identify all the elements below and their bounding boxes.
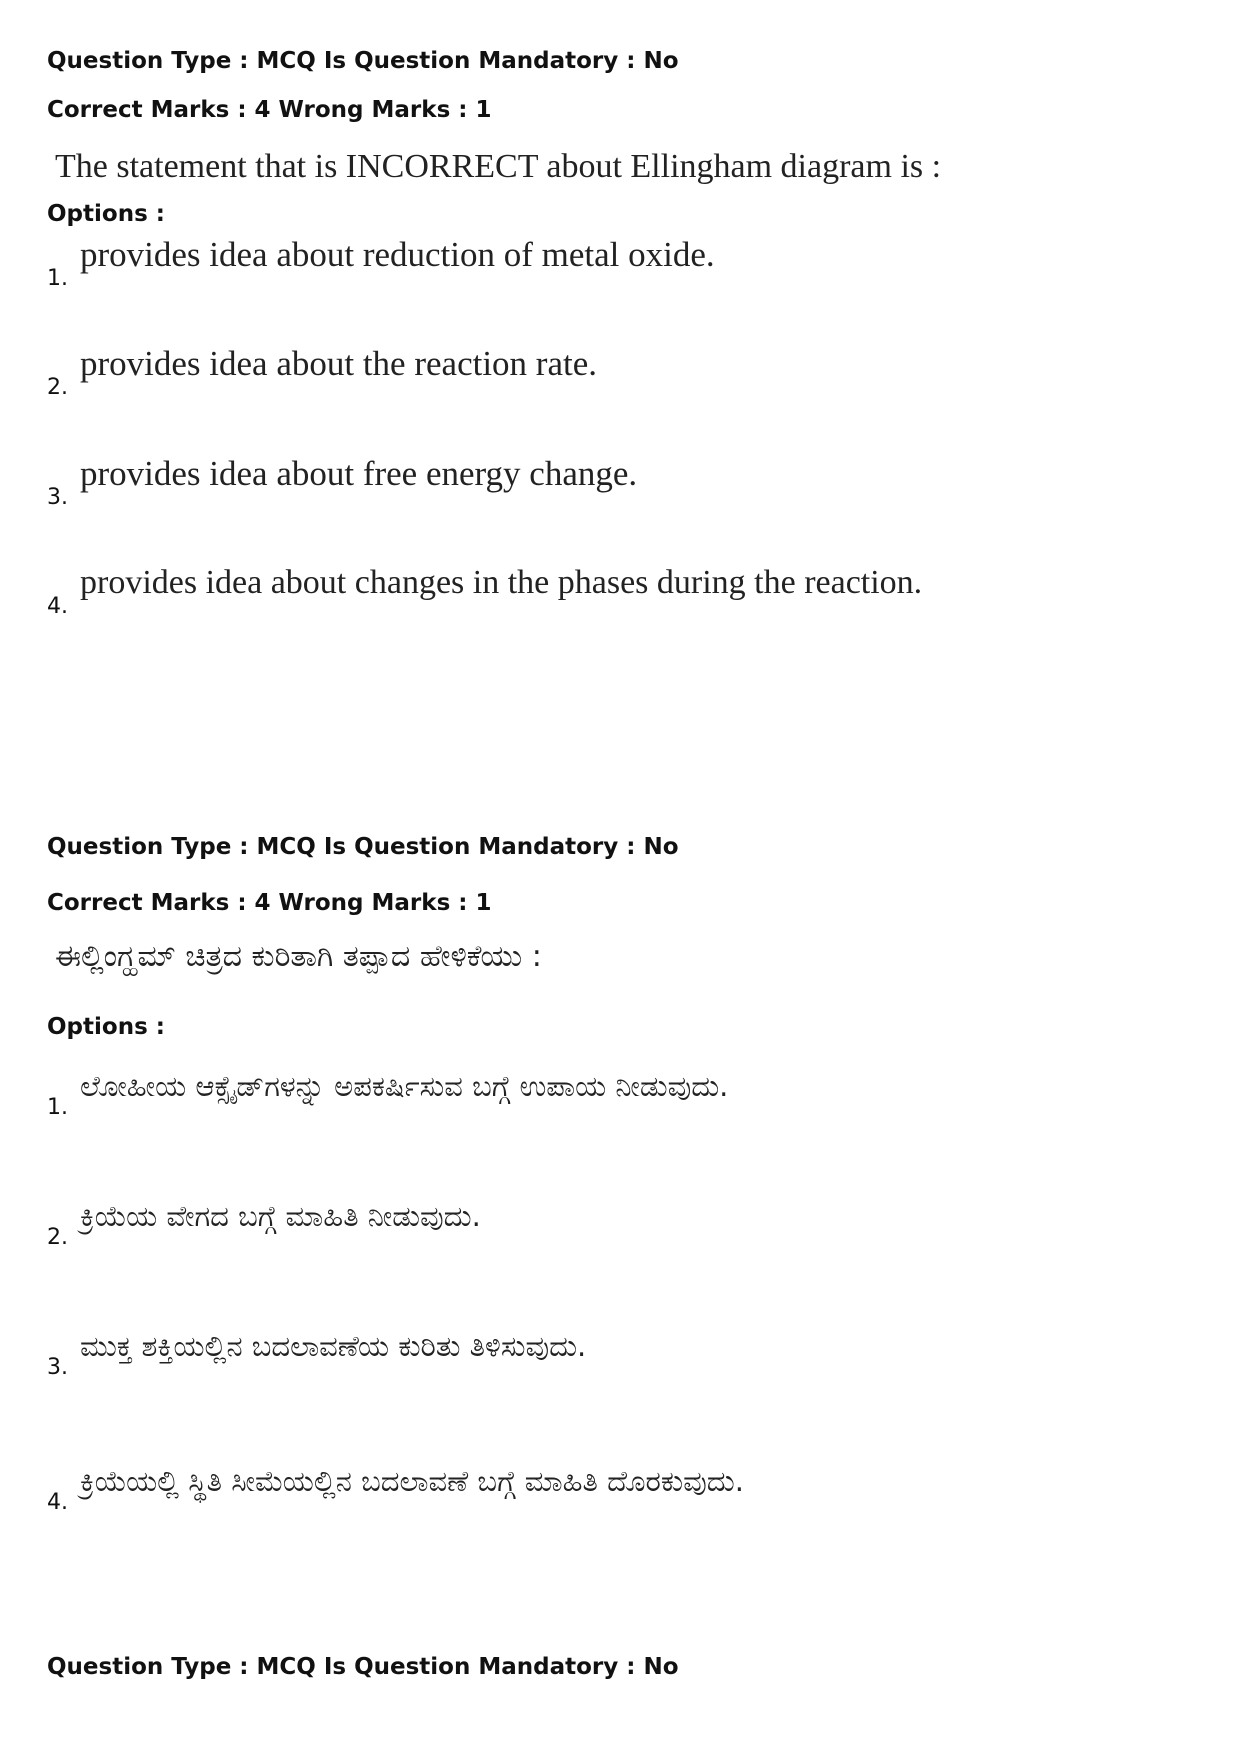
question-2-option-4[interactable] xyxy=(47,1464,744,1515)
option-text: ಕ್ರಿಯೆಯ ವೇಗದ ಬಗ್ಗೆ ಮಾಹಿತಿ ನೀಡುವುದು. xyxy=(80,1199,481,1233)
option-number: 1. xyxy=(47,1095,68,1120)
question-1-options-label: Options : xyxy=(47,201,165,227)
option-text: ಮುಕ್ತ ಶಕ್ತಿಯಲ್ಲಿನ ಬದಲಾವಣೆಯ ಕುರಿತು ತಿಳಿಸುವುದು. xyxy=(80,1329,587,1363)
question-1-option-1[interactable] xyxy=(47,235,715,291)
question-1-marks-line: Correct Marks : 4 Wrong Marks : 1 xyxy=(47,97,492,123)
option-number: 3. xyxy=(47,485,68,510)
option-text: provides idea about reduction of metal oxide. xyxy=(80,235,715,274)
option-number: 4. xyxy=(47,1490,68,1515)
question-1-option-3[interactable] xyxy=(47,454,638,510)
question-1-stem: The statement that is INCORRECT about Ellingham diagram is : xyxy=(55,148,942,185)
option-text: ಕ್ರಿಯೆಯಲ್ಲಿ ಸ್ಥಿತಿ ಸೀಮೆಯಲ್ಲಿನ ಬದಲಾವಣೆ ಬಗ್ಗೆ ಮಾಹಿತಿ ದೊರಕುವುದು. xyxy=(80,1464,744,1498)
option-number: 2. xyxy=(47,1225,68,1250)
question-3-type-line: Question Type : MCQ Is Question Mandatory : No xyxy=(47,1654,679,1680)
option-number: 4. xyxy=(47,594,68,619)
option-text: provides idea about changes in the phases during the reaction. xyxy=(80,564,923,601)
question-2-marks-line: Correct Marks : 4 Wrong Marks : 1 xyxy=(47,890,492,916)
question-1-type-line: Question Type : MCQ Is Question Mandatory : No xyxy=(47,48,679,74)
question-2-stem: ಈಲ್ಲಿಂಗ್ಹಮ್ ಚಿತ್ರದ ಕುರಿತಾಗಿ ತಪ್ಪಾದ ಹೇಳಿಕೆಯು : xyxy=(55,939,542,974)
question-1-option-2[interactable] xyxy=(47,344,598,400)
option-text: provides idea about free energy change. xyxy=(80,454,638,493)
option-number: 3. xyxy=(47,1355,68,1380)
option-number: 2. xyxy=(47,375,68,400)
question-1-option-4[interactable] xyxy=(47,564,923,619)
question-2-type-line: Question Type : MCQ Is Question Mandatory : No xyxy=(47,834,679,860)
question-2-option-1[interactable] xyxy=(47,1069,729,1120)
option-number: 1. xyxy=(47,266,68,291)
option-text: ಲೋಹೀಯ ಆಕ್ಸೈಡ್‌ಗಳನ್ನು ಅಪಕರ್ಷಿಸುವ ಬಗ್ಗೆ ಉಪಾಯ ನೀಡುವುದು. xyxy=(80,1069,729,1103)
question-2-option-3[interactable] xyxy=(47,1329,587,1380)
question-2-options-label: Options : xyxy=(47,1014,165,1040)
option-text: provides idea about the reaction rate. xyxy=(80,344,598,383)
question-2-option-2[interactable] xyxy=(47,1199,481,1250)
